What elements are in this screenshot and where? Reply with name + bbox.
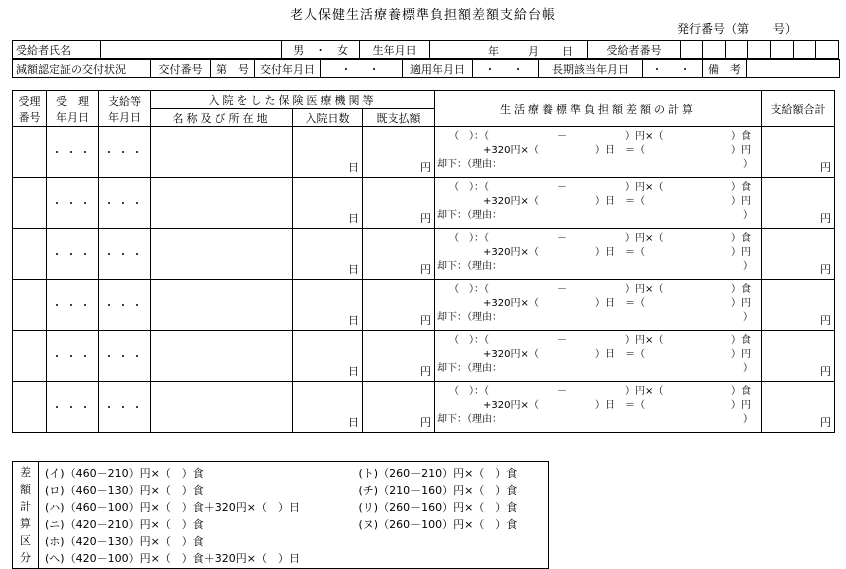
calc-part: － [557, 284, 568, 295]
legend-heading [13, 462, 39, 569]
col-accept-date-line2: 年月日 [56, 110, 89, 124]
calc-part: ）日 ＝（ [595, 145, 646, 156]
calc-line-1 [437, 130, 761, 144]
recipient-number-digit[interactable] [725, 41, 748, 59]
inpatient-days-cell[interactable] [293, 382, 363, 433]
calc-part: 却下：（理由： [437, 210, 503, 221]
calc-cell[interactable] [435, 229, 762, 280]
birth-date-field[interactable] [430, 41, 588, 59]
payment-date-cell[interactable]: ・・・ [99, 229, 151, 280]
yen-unit: 円 [820, 263, 832, 276]
calc-part: ）日 ＝（ [595, 349, 646, 360]
calc-line-2 [437, 195, 761, 209]
calc-part: +320円×（ [483, 145, 539, 156]
calc-cell[interactable] [435, 127, 762, 178]
recipient-name-label: 受給者氏名 [13, 41, 101, 59]
calc-line-3 [437, 362, 761, 376]
legend-item: (ヌ)（260－100）円×（ ）食 [358, 518, 518, 531]
calc-part: 却下：（理由： [437, 159, 503, 170]
issue-no-field[interactable]: 第 号 [211, 60, 255, 78]
header-table-row2 [12, 59, 840, 78]
accept-date-cell[interactable]: ・・・ [47, 382, 99, 433]
yen-unit: 円 [820, 212, 832, 225]
hospital-name-cell[interactable] [151, 127, 293, 178]
yen-unit: 円 [820, 161, 832, 174]
recipient-number-digit[interactable] [748, 41, 771, 59]
calc-part: ） [743, 363, 754, 374]
calc-part: +320円×（ [483, 247, 539, 258]
calc-part: 却下：（理由： [437, 414, 503, 425]
header-table [12, 40, 839, 59]
remarks-field[interactable] [747, 60, 840, 78]
calc-part: （ ）：（ [449, 182, 490, 193]
legend-item: (へ)（420－100）円×（ ）食＋320円×（ ）日 [45, 552, 301, 565]
hospital-name-cell[interactable] [151, 178, 293, 229]
ledger-table [12, 90, 835, 433]
total-cell[interactable] [762, 178, 835, 229]
accept-no-cell[interactable] [13, 178, 47, 229]
recipient-number-digit[interactable] [680, 41, 703, 59]
col-hospital-name: 名称及び所在地 [151, 109, 293, 127]
issue-number-close: 号） [773, 22, 798, 36]
ledger-body [13, 127, 835, 433]
calc-part: ） [743, 312, 754, 323]
accept-date-cell[interactable]: ・・・ [47, 178, 99, 229]
legend-left [39, 462, 359, 569]
accept-no-cell[interactable] [13, 280, 47, 331]
calc-part: － [557, 335, 568, 346]
days-unit: 日 [348, 416, 359, 429]
legend-box [12, 461, 549, 569]
accept-no-cell[interactable] [13, 229, 47, 280]
col-accept-date [47, 91, 99, 127]
total-cell[interactable] [762, 331, 835, 382]
col-accept-date-line1: 受 理 [56, 94, 89, 108]
legend-heading-char: 差 [20, 466, 31, 479]
inpatient-days-cell[interactable] [293, 229, 363, 280]
accept-date-cell[interactable]: ・・・ [47, 229, 99, 280]
calc-line-3 [437, 413, 761, 427]
legend-item: (ニ)（420－210）円×（ ）食 [45, 518, 204, 531]
calc-part: ）日 ＝（ [595, 298, 646, 309]
yen-unit: 円 [420, 365, 432, 378]
total-cell[interactable] [762, 229, 835, 280]
table-row [13, 382, 835, 433]
recipient-name-field[interactable] [101, 41, 282, 59]
col-total: 支給額合計 [762, 91, 835, 127]
yen-unit: 円 [420, 212, 432, 225]
calc-part: ）食 [731, 335, 752, 346]
already-paid-cell[interactable] [363, 178, 435, 229]
accept-date-cell[interactable]: ・・・ [47, 127, 99, 178]
calc-part: ）円×（ [625, 284, 664, 295]
legend-heading-char: 算 [20, 517, 31, 530]
inpatient-days-cell[interactable] [293, 178, 363, 229]
calc-part: ） [743, 159, 754, 170]
calc-line-2 [437, 297, 761, 311]
calc-line-1 [437, 283, 761, 297]
birth-day-unit: 日 [562, 45, 574, 58]
birth-year-unit: 年 [488, 45, 500, 58]
cert-status-label: 減額認定証の交付状況 [13, 60, 151, 78]
days-unit: 日 [348, 365, 359, 378]
calc-part: ）食 [731, 233, 752, 244]
calc-part: （ ）：（ [449, 284, 490, 295]
payment-date-cell[interactable]: ・・・ [99, 127, 151, 178]
inpatient-days-cell[interactable] [293, 127, 363, 178]
legend-heading-char: 額 [20, 483, 31, 496]
calc-part: ）円×（ [625, 335, 664, 346]
issue-no-label: 交付番号 [151, 60, 211, 78]
accept-date-cell[interactable]: ・・・ [47, 331, 99, 382]
col-payment-date-line2: 年月日 [108, 110, 141, 124]
table-row [13, 178, 835, 229]
legend-item: (ホ)（420－130）円×（ ）食 [45, 535, 204, 548]
calc-cell[interactable] [435, 280, 762, 331]
already-paid-cell[interactable] [363, 280, 435, 331]
days-unit: 日 [348, 161, 359, 174]
table-row [13, 127, 835, 178]
calc-part: ）円 [731, 196, 752, 207]
calc-part: ） [743, 210, 754, 221]
calc-part: ）円×（ [625, 131, 664, 142]
calc-part: － [557, 233, 568, 244]
legend-item: (イ)（460－210）円×（ ）食 [45, 467, 204, 480]
calc-part: ）食 [731, 386, 752, 397]
calc-line-3 [437, 209, 761, 223]
calc-part: +320円×（ [483, 349, 539, 360]
calc-cell[interactable] [435, 382, 762, 433]
calc-part: +320円×（ [483, 196, 539, 207]
yen-unit: 円 [420, 263, 432, 276]
calc-part: （ ）：（ [449, 131, 490, 142]
calc-part: 却下：（理由： [437, 312, 503, 323]
already-paid-cell[interactable] [363, 229, 435, 280]
calc-part: ）食 [731, 131, 752, 142]
calc-part: ）円 [731, 247, 752, 258]
legend-item: (チ)（210－160）円×（ ）食 [358, 484, 518, 497]
col-inpatient-days: 入院日数 [293, 109, 363, 127]
long-term-label: 長期該当年月日 [539, 60, 643, 78]
legend-heading-char: 分 [20, 551, 31, 564]
long-term-field[interactable]: ・ ・ [643, 60, 703, 78]
calc-part: ）日 ＝（ [595, 247, 646, 258]
yen-unit: 円 [420, 314, 432, 327]
calc-line-2 [437, 399, 761, 413]
calc-part: （ ）：（ [449, 233, 490, 244]
calc-part: +320円×（ [483, 298, 539, 309]
days-unit: 日 [348, 314, 359, 327]
calc-part: 却下：（理由： [437, 261, 503, 272]
issue-number [677, 20, 797, 37]
apply-date-field[interactable]: ・ ・ [473, 60, 539, 78]
already-paid-cell[interactable] [363, 127, 435, 178]
calc-line-1 [437, 334, 761, 348]
calc-part: ）円 [731, 145, 752, 156]
calc-line-2 [437, 348, 761, 362]
calc-part: ）円×（ [625, 233, 664, 244]
calc-line-2 [437, 246, 761, 260]
table-row [13, 280, 835, 331]
yen-unit: 円 [820, 314, 832, 327]
hospital-name-cell[interactable] [151, 229, 293, 280]
accept-no-cell[interactable] [13, 127, 47, 178]
table-row [13, 331, 835, 382]
calc-part: 却下：（理由： [437, 363, 503, 374]
recipient-number-digit[interactable] [703, 41, 726, 59]
calc-line-1 [437, 385, 761, 399]
recipient-number-label: 受給者番号 [588, 41, 680, 59]
legend-heading-char: 計 [20, 500, 31, 513]
calc-part: ）日 ＝（ [595, 196, 646, 207]
table-row [13, 229, 835, 280]
payment-date-cell[interactable]: ・・・ [99, 280, 151, 331]
calc-part: ）食 [731, 284, 752, 295]
payment-date-cell[interactable]: ・・・ [99, 331, 151, 382]
total-cell[interactable] [762, 280, 835, 331]
calc-part: － [557, 131, 568, 142]
col-calc: 生活療養標準負担額差額の計算 [435, 91, 762, 127]
calc-part: － [557, 386, 568, 397]
accept-no-cell[interactable] [13, 331, 47, 382]
issue-date-label: 交付年月日 [255, 60, 321, 78]
hospital-name-cell[interactable] [151, 331, 293, 382]
calc-part: ）円 [731, 349, 752, 360]
calc-part: ） [743, 261, 754, 272]
birth-date-label: 生年月日 [360, 41, 430, 59]
yen-unit: 円 [820, 416, 832, 429]
issue-number-label: 発行番号 [677, 22, 726, 36]
col-accept-no [13, 91, 47, 127]
calc-part: ）円×（ [625, 182, 664, 193]
calc-line-2 [437, 144, 761, 158]
birth-month-unit: 月 [528, 45, 540, 58]
col-accept-no-line1: 受理 [18, 94, 41, 108]
remarks-label: 備 考 [703, 60, 747, 78]
calc-line-1 [437, 232, 761, 246]
days-unit: 日 [348, 263, 359, 276]
recipient-number-digit[interactable] [793, 41, 816, 59]
legend-item: (ハ)（460－100）円×（ ）食＋320円×（ ）日 [45, 501, 301, 514]
calc-cell[interactable] [435, 331, 762, 382]
col-payment-date [99, 91, 151, 127]
legend-item: (ト)（260－210）円×（ ）食 [358, 467, 518, 480]
col-hospital-group: 入院をした保険医療機関等 [151, 91, 435, 109]
payment-date-cell[interactable]: ・・・ [99, 382, 151, 433]
calc-part: （ ）：（ [449, 335, 490, 346]
calc-part: ）日 ＝（ [595, 400, 646, 411]
hospital-name-cell[interactable] [151, 382, 293, 433]
sex-field[interactable]: 男 ・ 女 [282, 41, 360, 59]
legend-item: (ロ)（460－130）円×（ ）食 [45, 484, 204, 497]
already-paid-cell[interactable] [363, 331, 435, 382]
calc-part: （ ）：（ [449, 386, 490, 397]
page-title: 老人保健生活療養標準負担額差額支給台帳 [289, 8, 556, 23]
total-cell[interactable] [762, 127, 835, 178]
legend-heading-char: 区 [20, 534, 31, 547]
calc-part: ）円 [731, 400, 752, 411]
inpatient-days-cell[interactable] [293, 331, 363, 382]
calc-part: +320円×（ [483, 400, 539, 411]
inpatient-days-cell[interactable] [293, 280, 363, 331]
recipient-number-digit[interactable] [816, 41, 839, 59]
calc-line-3 [437, 260, 761, 274]
apply-date-label: 適用年月日 [403, 60, 473, 78]
calc-line-1 [437, 181, 761, 195]
issue-number-open: （第 [725, 22, 750, 36]
col-accept-no-line2: 番号 [18, 110, 41, 124]
col-payment-date-line1: 支給等 [108, 94, 141, 108]
accept-no-cell[interactable] [13, 382, 47, 433]
calc-cell[interactable] [435, 178, 762, 229]
recipient-number-digit[interactable] [771, 41, 794, 59]
days-unit: 日 [348, 212, 359, 225]
already-paid-cell[interactable] [363, 382, 435, 433]
yen-unit: 円 [420, 161, 432, 174]
yen-unit: 円 [420, 416, 432, 429]
calc-part: ） [743, 414, 754, 425]
calc-part: － [557, 182, 568, 193]
issue-date-field[interactable]: ・ ・ [321, 60, 403, 78]
hospital-name-cell[interactable] [151, 280, 293, 331]
total-cell[interactable] [762, 382, 835, 433]
col-already-paid: 既支払額 [363, 109, 435, 127]
calc-part: ）円 [731, 298, 752, 309]
legend-item: (リ)（260－160）円×（ ）食 [358, 501, 518, 514]
legend-right [359, 462, 549, 569]
accept-date-cell[interactable]: ・・・ [47, 280, 99, 331]
yen-unit: 円 [820, 365, 832, 378]
calc-part: ）円×（ [625, 386, 664, 397]
calc-line-3 [437, 311, 761, 325]
payment-date-cell[interactable]: ・・・ [99, 178, 151, 229]
calc-line-3 [437, 158, 761, 172]
calc-part: ）食 [731, 182, 752, 193]
